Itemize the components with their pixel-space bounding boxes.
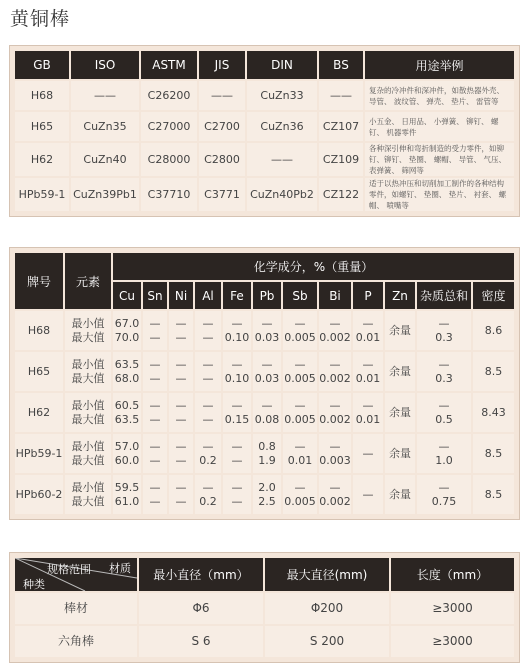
composition-table bbox=[13, 251, 516, 516]
impurities-max: 0.5 bbox=[435, 412, 453, 426]
header-usage: 用途举例 bbox=[365, 51, 514, 79]
standards-table bbox=[13, 49, 516, 213]
pb-min: — bbox=[261, 316, 273, 330]
cell-pb bbox=[253, 434, 281, 473]
table-row bbox=[15, 81, 514, 110]
bi-max: 0.002 bbox=[319, 330, 351, 344]
cell-bi bbox=[319, 311, 351, 350]
bi-min: — bbox=[329, 357, 341, 371]
cell-iso: CuZn39Pb1 bbox=[71, 178, 139, 211]
ni-max: — bbox=[175, 330, 187, 344]
max-label: 最大值 bbox=[71, 330, 105, 344]
cell-grade: H68 bbox=[15, 311, 63, 350]
fe-max: — bbox=[231, 494, 243, 508]
cell-bi bbox=[319, 475, 351, 514]
p-min: — bbox=[362, 398, 374, 412]
cell-cu bbox=[113, 352, 141, 391]
header-min-diameter: 最小直径（mm） bbox=[139, 558, 263, 591]
cell-jis: —— bbox=[199, 81, 245, 110]
cell-grade: HPb59-1 bbox=[15, 434, 63, 473]
diagonal-header bbox=[15, 558, 137, 591]
cell-zn: 余量 bbox=[385, 311, 415, 350]
bi-max: 0.002 bbox=[319, 371, 351, 385]
cell-length: ≥3000 bbox=[391, 626, 514, 657]
ni-min: — bbox=[175, 480, 187, 494]
composition-header-row bbox=[15, 253, 514, 280]
cell-p bbox=[353, 352, 383, 391]
bi-max: 0.002 bbox=[319, 494, 351, 508]
fe-min: — bbox=[231, 316, 243, 330]
sb-max: 0.005 bbox=[284, 330, 316, 344]
cell-min-max-labels bbox=[65, 311, 111, 350]
sb-max: 0.005 bbox=[284, 412, 316, 426]
cell-impurities bbox=[417, 311, 471, 350]
ni-min: — bbox=[175, 398, 187, 412]
cell-astm: C26200 bbox=[141, 81, 197, 110]
table-row bbox=[15, 143, 514, 176]
ni-min: — bbox=[175, 357, 187, 371]
bi-max: 0.002 bbox=[319, 412, 351, 426]
cell-zn: 余量 bbox=[385, 352, 415, 391]
cell-usage: 各种深引伸和弯折制造的受力零件，如铆钉、铆钉、 垫圈、 螺帽、 导管、 气压、 表弹簧、 筛网等 bbox=[365, 143, 514, 176]
cell-al bbox=[195, 393, 221, 432]
impurities-max: 0.3 bbox=[435, 330, 453, 344]
cell-astm: C28000 bbox=[141, 143, 197, 176]
cell-usage: 适于以热冲压和切削加工制作的各种结构零件，如螺钉、 垫圈、 垫片、 衬套、 螺帽、 喷嘴等 bbox=[365, 178, 514, 211]
bi-min: — bbox=[329, 316, 341, 330]
header-p: P bbox=[353, 282, 383, 309]
cell-p bbox=[353, 311, 383, 350]
pb-min: 0.8 bbox=[258, 439, 276, 453]
sb-min: — bbox=[294, 439, 306, 453]
cell-sb bbox=[283, 352, 317, 391]
cell-sn bbox=[143, 311, 167, 350]
cell-fe bbox=[223, 475, 251, 514]
sn-max: — bbox=[149, 371, 161, 385]
header-sb: Sb bbox=[283, 282, 317, 309]
table-row bbox=[15, 352, 514, 391]
cell-pb bbox=[253, 311, 281, 350]
fe-max: 0.15 bbox=[224, 412, 250, 426]
p-max: 0.01 bbox=[355, 412, 381, 426]
pb-min: 2.0 bbox=[258, 480, 276, 494]
cu-max: 60.0 bbox=[114, 453, 140, 467]
table-row bbox=[15, 178, 514, 211]
table-row bbox=[15, 593, 514, 624]
table-row bbox=[15, 434, 514, 473]
cell-iso: CuZn40 bbox=[71, 143, 139, 176]
header-chemical-composition: 化学成分，%（重量） bbox=[113, 253, 514, 280]
cell-sb bbox=[283, 311, 317, 350]
diag-label-range: 规格范围 bbox=[47, 563, 91, 576]
cell-gb: H65 bbox=[15, 112, 69, 141]
ni-max: — bbox=[175, 371, 187, 385]
cell-type: 六角棒 bbox=[15, 626, 137, 657]
sn-max: — bbox=[149, 330, 161, 344]
cu-max: 70.0 bbox=[114, 330, 140, 344]
sb-min: — bbox=[294, 398, 306, 412]
cell-ni bbox=[169, 311, 193, 350]
cell-al bbox=[195, 311, 221, 350]
header-sn: Sn bbox=[143, 282, 167, 309]
header-din: DIN bbox=[247, 51, 317, 79]
cell-min-max-labels bbox=[65, 434, 111, 473]
cell-density: 8.6 bbox=[473, 311, 514, 350]
table-row bbox=[15, 112, 514, 141]
ni-max: — bbox=[175, 412, 187, 426]
cell-zn: 余量 bbox=[385, 393, 415, 432]
cell-ni bbox=[169, 434, 193, 473]
cell-bi bbox=[319, 352, 351, 391]
cell-zn: 余量 bbox=[385, 434, 415, 473]
table-row bbox=[15, 475, 514, 514]
fe-max: — bbox=[231, 453, 243, 467]
fe-min: — bbox=[231, 398, 243, 412]
al-min: — bbox=[202, 316, 214, 330]
header-gb: GB bbox=[15, 51, 69, 79]
sn-max: — bbox=[149, 453, 161, 467]
cell-astm: C27000 bbox=[141, 112, 197, 141]
cell-grade: HPb60-2 bbox=[15, 475, 63, 514]
cell-din: CuZn40Pb2 bbox=[247, 178, 317, 211]
cell-sn bbox=[143, 434, 167, 473]
cell-usage: 复杂的冷冲件和深冲件，如散热器外壳、 导管、 波纹管、 弹壳、 垫片、 雷管等 bbox=[365, 81, 514, 110]
ni-max: — bbox=[175, 453, 187, 467]
size-table bbox=[13, 556, 516, 659]
max-label: 最大值 bbox=[71, 412, 105, 426]
cu-max: 61.0 bbox=[114, 494, 140, 508]
ni-min: — bbox=[175, 439, 187, 453]
cell-iso: CuZn35 bbox=[71, 112, 139, 141]
pb-max: 0.03 bbox=[254, 330, 280, 344]
pb-max: 0.08 bbox=[254, 412, 280, 426]
page-title: 黄铜棒 bbox=[10, 8, 71, 30]
fe-max: 0.10 bbox=[224, 330, 250, 344]
cell-al bbox=[195, 475, 221, 514]
cell-min-diameter: S 6 bbox=[139, 626, 263, 657]
cu-min: 60.5 bbox=[114, 398, 140, 412]
cell-bs: CZ109 bbox=[319, 143, 363, 176]
cell-impurities bbox=[417, 434, 471, 473]
cell-pb bbox=[253, 352, 281, 391]
al-min: — bbox=[202, 357, 214, 371]
header-al: Al bbox=[195, 282, 221, 309]
sb-max: 0.005 bbox=[284, 494, 316, 508]
header-bi: Bi bbox=[319, 282, 351, 309]
cell-sn bbox=[143, 352, 167, 391]
sb-max: 0.01 bbox=[287, 453, 313, 467]
p-max: 0.01 bbox=[355, 371, 381, 385]
header-jis: JIS bbox=[199, 51, 245, 79]
header-impurities: 杂质总和 bbox=[417, 282, 471, 309]
p-min: — bbox=[362, 487, 374, 501]
cell-fe bbox=[223, 311, 251, 350]
cell-density: 8.5 bbox=[473, 434, 514, 473]
cell-pb bbox=[253, 393, 281, 432]
cell-sn bbox=[143, 393, 167, 432]
table-row bbox=[15, 393, 514, 432]
impurities-min: — bbox=[438, 480, 450, 494]
header-element: 元素 bbox=[65, 253, 111, 309]
cell-gb: HPb59-1 bbox=[15, 178, 69, 211]
cu-min: 63.5 bbox=[114, 357, 140, 371]
cell-impurities bbox=[417, 393, 471, 432]
header-bs: BS bbox=[319, 51, 363, 79]
al-min: — bbox=[202, 439, 214, 453]
impurities-min: — bbox=[438, 439, 450, 453]
impurities-max: 1.0 bbox=[435, 453, 453, 467]
header-fe: Fe bbox=[223, 282, 251, 309]
max-label: 最大值 bbox=[71, 453, 105, 467]
sn-max: — bbox=[149, 494, 161, 508]
impurities-max: 0.3 bbox=[435, 371, 453, 385]
cu-max: 63.5 bbox=[114, 412, 140, 426]
sb-max: 0.005 bbox=[284, 371, 316, 385]
sb-min: — bbox=[294, 480, 306, 494]
cell-zn: 余量 bbox=[385, 475, 415, 514]
table-row bbox=[15, 311, 514, 350]
cell-usage: 小五金、 日用品、 小弹簧、 铆钉、 螺钉、 机器零件 bbox=[365, 112, 514, 141]
header-max-diameter: 最大直径(mm) bbox=[265, 558, 389, 591]
cell-fe bbox=[223, 352, 251, 391]
cell-sb bbox=[283, 393, 317, 432]
impurities-max: 0.75 bbox=[431, 494, 457, 508]
size-header-row bbox=[15, 558, 514, 591]
cell-jis: C2800 bbox=[199, 143, 245, 176]
cell-grade: H62 bbox=[15, 393, 63, 432]
cell-p bbox=[353, 475, 383, 514]
cell-din: CuZn36 bbox=[247, 112, 317, 141]
cell-jis: C2700 bbox=[199, 112, 245, 141]
cell-type: 棒材 bbox=[15, 593, 137, 624]
sn-max: — bbox=[149, 412, 161, 426]
cell-bi bbox=[319, 393, 351, 432]
pb-min: — bbox=[261, 398, 273, 412]
fe-min: — bbox=[231, 357, 243, 371]
cell-fe bbox=[223, 434, 251, 473]
p-min: — bbox=[362, 446, 374, 460]
cell-density: 8.5 bbox=[473, 475, 514, 514]
sn-min: — bbox=[149, 316, 161, 330]
standards-table-frame bbox=[9, 45, 520, 217]
max-label: 最大值 bbox=[71, 371, 105, 385]
fe-min: — bbox=[231, 439, 243, 453]
diag-label-type: 种类 bbox=[23, 578, 45, 591]
cell-density: 8.43 bbox=[473, 393, 514, 432]
cell-din: —— bbox=[247, 143, 317, 176]
al-max: — bbox=[202, 371, 214, 385]
ni-max: — bbox=[175, 494, 187, 508]
cell-pb bbox=[253, 475, 281, 514]
al-min: — bbox=[202, 398, 214, 412]
bi-min: — bbox=[329, 398, 341, 412]
cell-cu bbox=[113, 475, 141, 514]
pb-min: — bbox=[261, 357, 273, 371]
sb-min: — bbox=[294, 357, 306, 371]
fe-max: 0.10 bbox=[224, 371, 250, 385]
cell-impurities bbox=[417, 352, 471, 391]
header-zn: Zn bbox=[385, 282, 415, 309]
bi-min: — bbox=[329, 439, 341, 453]
cell-min-diameter: Φ6 bbox=[139, 593, 263, 624]
cell-bi bbox=[319, 434, 351, 473]
cell-al bbox=[195, 434, 221, 473]
p-min: — bbox=[362, 357, 374, 371]
standards-header-row bbox=[15, 51, 514, 79]
min-label: 最小值 bbox=[71, 357, 105, 371]
cell-sn bbox=[143, 475, 167, 514]
cell-min-max-labels bbox=[65, 352, 111, 391]
bi-min: — bbox=[329, 480, 341, 494]
header-astm: ASTM bbox=[141, 51, 197, 79]
p-max: 0.01 bbox=[355, 330, 381, 344]
cell-sb bbox=[283, 434, 317, 473]
cell-max-diameter: Φ200 bbox=[265, 593, 389, 624]
header-density: 密度 bbox=[473, 282, 514, 309]
composition-table-frame bbox=[9, 247, 520, 520]
cell-max-diameter: S 200 bbox=[265, 626, 389, 657]
cell-bs: CZ122 bbox=[319, 178, 363, 211]
header-ni: Ni bbox=[169, 282, 193, 309]
al-max: — bbox=[202, 412, 214, 426]
cell-min-max-labels bbox=[65, 393, 111, 432]
al-min: — bbox=[202, 480, 214, 494]
min-label: 最小值 bbox=[71, 316, 105, 330]
max-label: 最大值 bbox=[71, 494, 105, 508]
cell-length: ≥3000 bbox=[391, 593, 514, 624]
cell-impurities bbox=[417, 475, 471, 514]
pb-max: 1.9 bbox=[258, 453, 276, 467]
cu-min: 57.0 bbox=[114, 439, 140, 453]
sn-min: — bbox=[149, 439, 161, 453]
diag-label-material: 材质 bbox=[109, 562, 131, 575]
cell-p bbox=[353, 393, 383, 432]
min-label: 最小值 bbox=[71, 439, 105, 453]
cell-astm: C37710 bbox=[141, 178, 197, 211]
pb-max: 2.5 bbox=[258, 494, 276, 508]
min-label: 最小值 bbox=[71, 398, 105, 412]
cell-cu bbox=[113, 311, 141, 350]
cell-fe bbox=[223, 393, 251, 432]
cell-al bbox=[195, 352, 221, 391]
cell-density: 8.5 bbox=[473, 352, 514, 391]
cu-min: 67.0 bbox=[114, 316, 140, 330]
cell-cu bbox=[113, 393, 141, 432]
cell-ni bbox=[169, 352, 193, 391]
cu-min: 59.5 bbox=[114, 480, 140, 494]
cell-gb: H68 bbox=[15, 81, 69, 110]
p-min: — bbox=[362, 316, 374, 330]
header-cu: Cu bbox=[113, 282, 141, 309]
sn-min: — bbox=[149, 480, 161, 494]
header-iso: ISO bbox=[71, 51, 139, 79]
sn-min: — bbox=[149, 398, 161, 412]
cell-ni bbox=[169, 393, 193, 432]
pb-max: 0.03 bbox=[254, 371, 280, 385]
cell-din: CuZn33 bbox=[247, 81, 317, 110]
cell-jis: C3771 bbox=[199, 178, 245, 211]
ni-min: — bbox=[175, 316, 187, 330]
al-max: 0.2 bbox=[199, 494, 217, 508]
impurities-min: — bbox=[438, 357, 450, 371]
impurities-min: — bbox=[438, 398, 450, 412]
cell-min-max-labels bbox=[65, 475, 111, 514]
cell-sb bbox=[283, 475, 317, 514]
cell-bs: —— bbox=[319, 81, 363, 110]
cell-iso: —— bbox=[71, 81, 139, 110]
header-grade: 牌号 bbox=[15, 253, 63, 309]
fe-min: — bbox=[231, 480, 243, 494]
al-max: 0.2 bbox=[199, 453, 217, 467]
al-max: — bbox=[202, 330, 214, 344]
table-row bbox=[15, 626, 514, 657]
cell-bs: CZ107 bbox=[319, 112, 363, 141]
cell-p bbox=[353, 434, 383, 473]
cell-ni bbox=[169, 475, 193, 514]
impurities-min: — bbox=[438, 316, 450, 330]
cu-max: 68.0 bbox=[114, 371, 140, 385]
cell-grade: H65 bbox=[15, 352, 63, 391]
sb-min: — bbox=[294, 316, 306, 330]
size-table-frame bbox=[9, 552, 520, 663]
header-pb: Pb bbox=[253, 282, 281, 309]
bi-max: 0.003 bbox=[319, 453, 351, 467]
header-length: 长度（mm） bbox=[391, 558, 514, 591]
cell-cu bbox=[113, 434, 141, 473]
cell-gb: H62 bbox=[15, 143, 69, 176]
sn-min: — bbox=[149, 357, 161, 371]
min-label: 最小值 bbox=[71, 480, 105, 494]
